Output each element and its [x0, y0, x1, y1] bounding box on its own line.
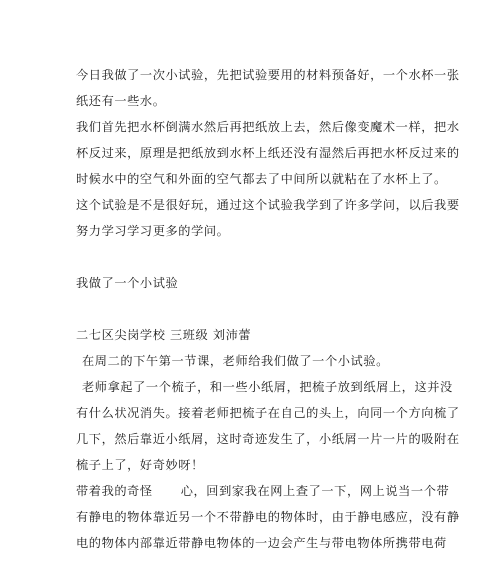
author-text: 二七区尖岗学校 三班级 刘沛蕾: [76, 328, 252, 342]
paragraph-static-explanation: [76, 478, 460, 556]
text-line: 纸还有一些水。: [76, 94, 166, 108]
text-line: 电的物体内部靠近带静电物体的一边会产生与带电物体所携带电荷: [76, 536, 447, 550]
text-line: 在周二的下午第一节课，老师给我们做了一个小试验。: [82, 354, 389, 368]
text-line: [76, 478, 450, 504]
text-line: 几下，然后靠近小纸屑，这时奇迹发生了，小纸屑一片一片的吸附在: [76, 432, 460, 446]
paragraph-experiment-conclusion: [76, 192, 460, 244]
paragraph-experiment-intro: [76, 62, 460, 114]
text-line: 时候水中的空气和外面的空气都去了中间所以就粘在了水杯上了。: [76, 172, 447, 186]
article-title: [76, 270, 432, 296]
paragraph-class-intro: [76, 348, 432, 374]
author-line: [76, 322, 432, 348]
text-segment: 带着我的奇怪: [76, 484, 153, 498]
title-text: 我做了一个小试验: [76, 276, 179, 290]
text-line: 老师拿起了一个梳子，和一些小纸屑，把梳子放到纸屑上，这并没: [82, 380, 453, 394]
text-line: 我们首先把水杯倒满水然后再把纸放上去，然后像变魔术一样，把水: [76, 120, 460, 134]
text-line: 梳子上了，好奇妙呀！: [76, 458, 204, 472]
text-line: 有静电的物体靠近另一个不带静电的物体时，由于静电感应，没有静: [76, 510, 460, 524]
text-line: 杯反过来，原理是把纸放到水杯上纸还没有湿然后再把水杯反过来的: [76, 146, 460, 160]
paragraph-experiment-process: [76, 114, 460, 192]
text-line: 这个试验是不是很好玩，通过这个试验我学到了许多学问，以后我要: [76, 198, 460, 212]
paragraph-comb-experiment: [76, 374, 460, 478]
text-line: 今日我做了一次小试验，先把试验要用的材料预备好，一个水杯一张: [76, 68, 460, 82]
text-line: 有什么状况消失。接着老师把梳子在自己的头上，向同一个方向梳了: [76, 406, 460, 420]
text-segment: 心，回到家我在网上查了一下，网上说当一个带: [180, 484, 450, 498]
text-line: 努力学习学习更多的学问。: [76, 224, 230, 238]
